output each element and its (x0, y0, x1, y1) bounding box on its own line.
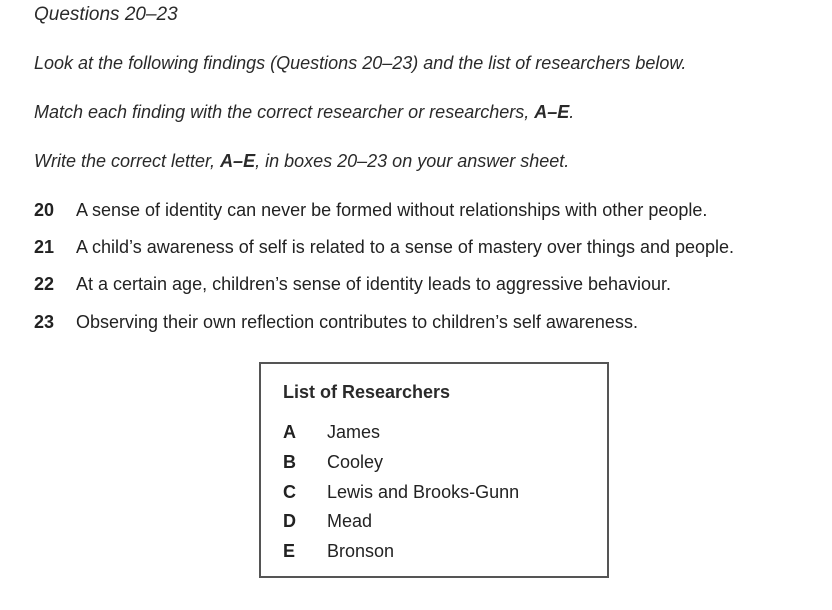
instruction-line-3-suffix: , in boxes 20–23 on your answer sheet. (255, 151, 570, 171)
researchers-box (259, 362, 609, 578)
instruction-line-3-range: A–E (220, 151, 256, 171)
question-number: 23 (34, 312, 55, 332)
instruction-line-2-suffix: . (569, 102, 575, 122)
researcher-letter: A (283, 422, 296, 442)
questions-heading: Questions 20–23 (34, 4, 178, 25)
researcher-letter: E (283, 541, 296, 561)
researcher-letter: C (283, 482, 296, 502)
question-number: 20 (34, 200, 55, 220)
researcher-row-b (283, 452, 383, 473)
question-20 (34, 200, 707, 221)
researcher-name: Mead (327, 511, 373, 531)
researcher-letter: D (283, 511, 296, 531)
instruction-line-3 (34, 151, 569, 172)
researcher-row-a (283, 422, 380, 443)
researcher-name: James (327, 422, 381, 442)
researcher-name: Lewis and Brooks-Gunn (327, 482, 520, 502)
researcher-row-c (283, 482, 519, 503)
question-23 (34, 312, 638, 333)
question-text: Observing their own reflection contributes to children’s self awareness. (76, 312, 638, 332)
instruction-line-3-prefix: Write the correct letter, (34, 151, 221, 171)
question-text: A sense of identity can never be formed without relationships with other people. (76, 200, 708, 220)
researcher-name: Bronson (327, 541, 395, 561)
question-22 (34, 274, 671, 295)
instruction-line-2 (34, 102, 574, 123)
researcher-row-d (283, 511, 372, 532)
question-21 (34, 237, 734, 258)
researchers-title: List of Researchers (283, 382, 451, 402)
instruction-line-1: Look at the following findings (Questions 20–23) and the list of researchers below. (34, 53, 687, 73)
question-number: 21 (34, 237, 55, 257)
researcher-letter: B (283, 452, 296, 472)
researcher-name: Cooley (327, 452, 384, 472)
question-number: 22 (34, 274, 55, 294)
question-text: At a certain age, children’s sense of identity leads to aggressive behaviour. (76, 274, 672, 294)
instruction-line-2-range: A–E (534, 102, 570, 122)
researcher-row-e (283, 541, 394, 562)
instruction-line-2-prefix: Match each finding with the correct researcher or researchers, (34, 102, 535, 122)
question-text: A child’s awareness of self is related to a sense of mastery over things and people. (76, 237, 735, 257)
